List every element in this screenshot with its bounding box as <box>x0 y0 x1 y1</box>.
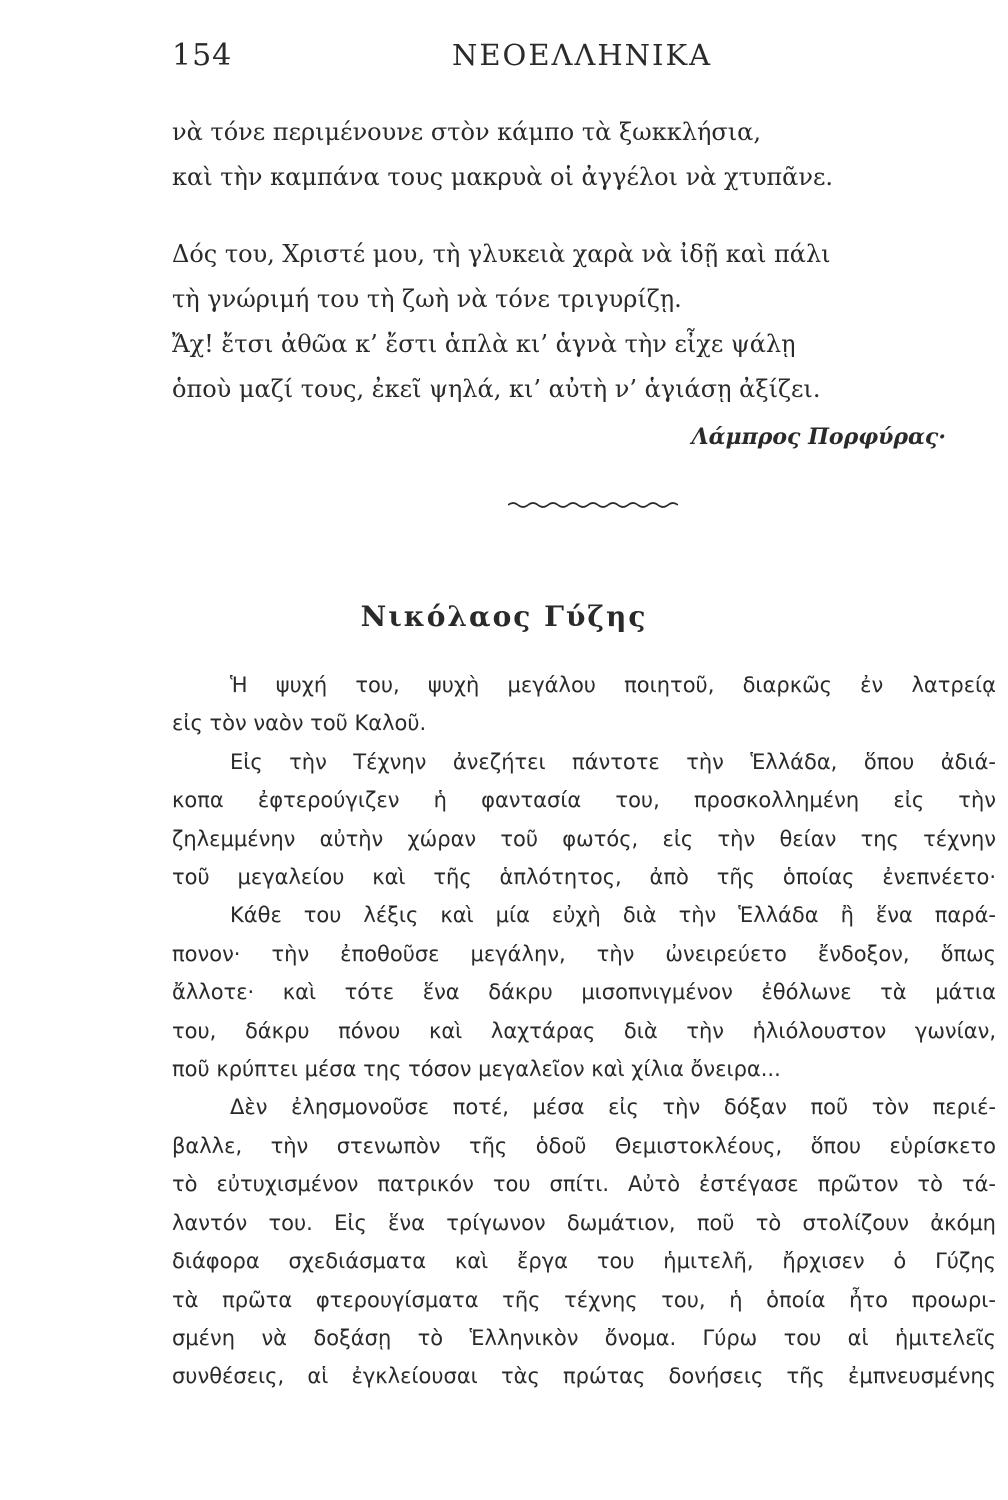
text-line: λαντόν του. Εἰς ἕνα τρίγωνον δωμάτιον, ποῦ τὸ στολίζουν ἀκόμη <box>172 1210 996 1235</box>
poem-signature: Λάμπρος Πορφύρας· <box>691 424 946 450</box>
page-number: 154 <box>172 38 233 73</box>
section-divider <box>508 500 678 510</box>
text-line: ζηλεμμένην αὐτὴν χώραν τοῦ φωτός, εἰς τὴν θείαν της τέχνην <box>172 826 996 851</box>
text-line: τὰ πρῶτα φτερουγίσματα τῆς τέχνης του, ἡ ὁποία ἦτο προωρι- <box>172 1287 996 1312</box>
page-header <box>172 38 992 82</box>
article-body <box>172 666 996 1396</box>
text-line: Δὲν ἐλησμονοῦσε ποτέ, μέσα εἰς τὴν δόξαν ποῦ τὸν περιέ- <box>230 1095 996 1120</box>
text-line: Εἰς τὴν Τέχνην ἀνεζήτει πάντοτε τὴν Ἑλλάδα, ὅπου ἀδιά- <box>230 749 996 774</box>
text-line: σμένη νὰ δοξάσῃ τὸ Ἑλληνικὸν ὄνομα. Γύρω του αἱ ἡμιτελεῖς <box>172 1325 996 1350</box>
poem-line: ὁποὺ μαζί τους, ἐκεῖ ψηλά, κι’ αὐτὴ ν’ ἁγιάσῃ ἀξίζει. <box>172 375 821 403</box>
poem-line: Ἄχ! ἔτσι ἀθῶα κ’ ἔστι ἁπλὰ κι’ ἁγνὰ τὴν εἶχε ψάλῃ <box>172 330 796 358</box>
text-line: Κάθε του λέξις καὶ μία εὐχὴ διὰ τὴν Ἑλλάδα ἢ ἕνα παρά- <box>230 903 996 928</box>
text-line: τοῦ μεγαλείου καὶ τῆς ἁπλότητος, ἀπὸ τῆς ὁποίας ἐνεπνέετο· <box>172 865 996 890</box>
poem-line: τὴ γνώριμή του τὴ ζωὴ νὰ τόνε τριγυρίζῃ. <box>172 285 682 313</box>
text-line: συνθέσεις, αἱ ἐγκλείουσαι τὰς πρώτας δονήσεις τῆς ἐμπνευσμένης <box>172 1364 996 1389</box>
text-line: τὸ εὐτυχισμένον πατρικόν του σπίτι. Αὐτὸ ἐστέγασε πρῶτον τὸ τά- <box>172 1172 996 1197</box>
section-heading: Νικόλαος Γύζης <box>360 600 648 633</box>
text-line: του, δάκρυ πόνου καὶ λαχτάρας διὰ τὴν ἡλιόλουστον γωνίαν, <box>172 1018 996 1043</box>
text-line: Ἡ ψυχή του, ψυχὴ μεγάλου ποιητοῦ, διαρκῶς ἐν λατρείᾳ <box>230 673 996 697</box>
running-title: ΝΕΟΕΛΛΗΝΙΚΑ <box>452 38 713 72</box>
stanza-break <box>172 200 992 232</box>
text-line: ποῦ κρύπτει μέσα της τόσον μεγαλεῖον καὶ χίλια ὄνειρα... <box>172 1057 781 1082</box>
text-line: ἄλλοτε· καὶ τότε ἕνα δάκρυ μισοπνιγμένον ἐθόλωνε τὰ μάτια <box>172 980 996 1005</box>
text-line: διάφορα σχεδιάσματα καὶ ἔργα του ἡμιτελῆ, ἤρχισεν ὁ Γύζης <box>172 1249 996 1274</box>
poem-line: καὶ τὴν καμπάνα τους μακρυὰ οἱ ἀγγέλοι νὰ χτυπᾶνε. <box>172 163 834 191</box>
text-line: πονον· τὴν ἐποθοῦσε μεγάλην, τὴν ὠνειρεύετο ἔνδοξον, ὅπως <box>172 941 996 966</box>
poem-line: Δός του, Χριστέ μου, τὴ γλυκειὰ χαρὰ νὰ ἰδῇ καὶ πάλι <box>172 240 831 268</box>
poem-excerpt <box>172 110 992 412</box>
poem-line: νὰ τόνε περιμένουνε στὸν κάμπο τὰ ξωκκλήσια, <box>172 118 761 146</box>
text-line: βαλλε, τὴν στενωπὸν τῆς ὁδοῦ Θεμιστοκλέους, ὅπου εὑρίσκετο <box>172 1133 996 1158</box>
text-line: κοπα ἐφτερούγιζεν ἡ φαντασία του, προσκολλημένη εἰς τὴν <box>172 788 996 813</box>
text-line: εἰς τὸν ναὸν τοῦ Καλοῦ. <box>172 711 427 736</box>
